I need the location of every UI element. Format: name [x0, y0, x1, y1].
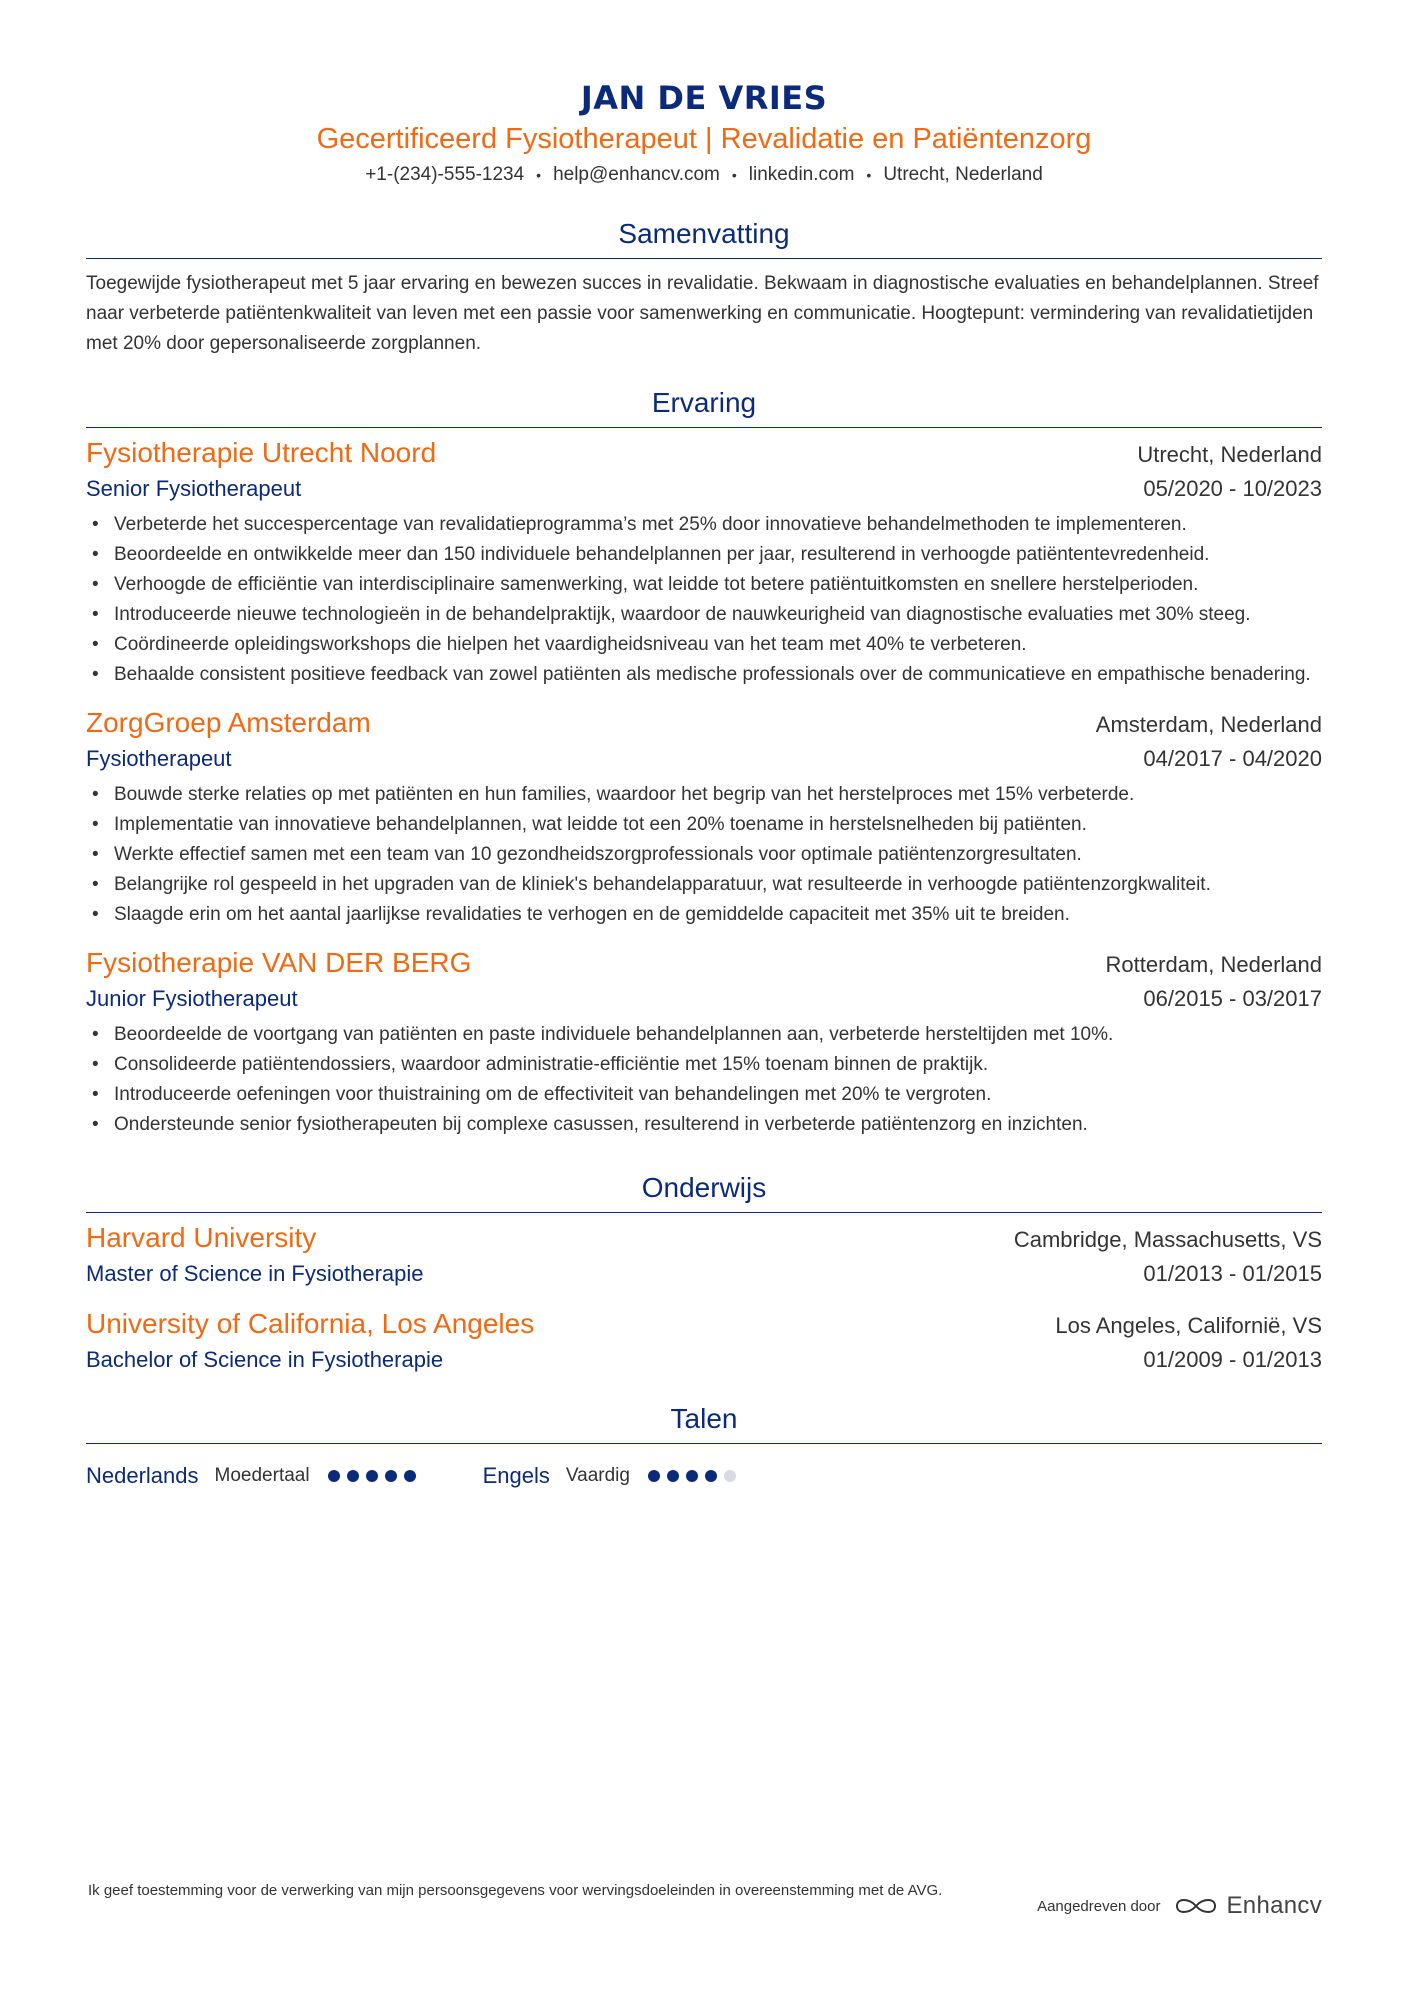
entry-header-row	[86, 944, 1322, 982]
job-dates: 05/2020 - 10/2023	[1143, 476, 1322, 502]
bullet-separator: •	[731, 167, 737, 183]
school-name: University of California, Los Angeles	[86, 1308, 535, 1340]
company-name: Fysiotherapie Utrecht Noord	[86, 437, 437, 469]
contact-email[interactable]: help@enhancv.com	[553, 164, 720, 186]
study-dates: 01/2009 - 01/2013	[1143, 1347, 1322, 1373]
company-location: Rotterdam, Nederland	[1105, 952, 1322, 978]
contact-phone: +1-(234)-555-1234	[365, 164, 525, 186]
enhancv-brand-name: Enhancv	[1226, 1892, 1322, 1919]
achievement-list	[86, 1020, 1322, 1140]
achievement-item: • Implementatie van innovatieve behandelplannen, wat leidde tot een 20% toename in herstelsnelheden bij patiënten.	[114, 810, 1322, 840]
summary-text: Toegewijde fysiotherapeut met 5 jaar ervaring en bewezen succes in revalidatie. Bekwaam in diagnostische evaluaties en behandelplannen. Streef naar verbeterde patiëntenkwaliteit van leven met een passie voor samenwerking en communicatie. Hoogtepunt: vermindering van revalidatietijden met 20% door gepersonaliseerde zorgplannen.	[86, 273, 1319, 355]
rating-dot-filled	[385, 1470, 397, 1482]
powered-by[interactable]	[1037, 1892, 1322, 1920]
resume-page	[86, 0, 1322, 1496]
rating-dot-filled	[686, 1470, 698, 1482]
section-title-summary: Samenvatting	[86, 216, 1322, 259]
entry-role-row	[86, 472, 1322, 506]
experience-list	[86, 434, 1322, 1140]
proficiency-rating	[328, 1470, 423, 1482]
contact-line	[86, 162, 1322, 188]
achievement-list	[86, 780, 1322, 930]
language-item	[483, 1463, 743, 1489]
entry-degree-row	[86, 1257, 1322, 1291]
achievement-item: • Werkte effectief samen met een team van 10 gezondheidszorgprofessionals voor optimale patiëntenzorgresultaten.	[114, 840, 1322, 870]
language-item	[86, 1463, 423, 1489]
experience-entry	[86, 434, 1322, 690]
job-title: Fysiotherapeut	[86, 746, 232, 772]
education-entry	[86, 1305, 1322, 1377]
school-location: Cambridge, Massachusetts, VS	[1013, 1227, 1322, 1253]
section-title-education: Onderwijs	[86, 1170, 1322, 1213]
experience-entry	[86, 704, 1322, 930]
enhancv-logo-icon	[1173, 1894, 1219, 1918]
achievement-item: • Introduceerde nieuwe technologieën in de behandelpraktijk, waardoor de nauwkeurigheid van diagnostische evaluaties met 30% steeg.	[114, 600, 1322, 630]
school-location: Los Angeles, Californië, VS	[1055, 1313, 1322, 1339]
degree-name: Bachelor of Science in Fysiotherapie	[86, 1347, 444, 1373]
rating-dot-filled	[404, 1470, 416, 1482]
company-location: Utrecht, Nederland	[1137, 442, 1322, 468]
languages-list	[86, 1456, 1322, 1496]
language-level: Vaardig	[565, 1465, 630, 1487]
education-section	[86, 1170, 1322, 1377]
school-name: Harvard University	[86, 1222, 317, 1254]
achievement-item: • Ondersteunde senior fysiotherapeuten bij complexe casussen, resulterend in verbeterde patiëntenzorg en inzichten.	[114, 1110, 1322, 1140]
resume-header	[86, 0, 1322, 188]
job-title: Junior Fysiotherapeut	[86, 986, 298, 1012]
rating-dot-filled	[328, 1470, 340, 1482]
powered-by-label: Aangedreven door	[1037, 1897, 1161, 1915]
company-location: Amsterdam, Nederland	[1095, 712, 1322, 738]
education-list	[86, 1219, 1322, 1377]
rating-dot-filled	[705, 1470, 717, 1482]
entry-role-row	[86, 982, 1322, 1016]
entry-header-row	[86, 1219, 1322, 1257]
job-dates: 06/2015 - 03/2017	[1143, 986, 1322, 1012]
rating-dot-filled	[347, 1470, 359, 1482]
language-name: Engels	[482, 1463, 550, 1489]
achievement-item: • Coördineerde opleidingsworkshops die hielpen het vaardigheidsniveau van het team met 40% te verbeteren.	[114, 630, 1322, 660]
achievement-list	[86, 510, 1322, 690]
achievement-item: • Belangrijke rol gespeeld in het upgraden van de kliniek's behandelapparatuur, wat resulteerde in verhoogde patiëntenzorgkwaliteit.	[114, 870, 1322, 900]
job-dates: 04/2017 - 04/2020	[1143, 746, 1322, 772]
entry-degree-row	[86, 1343, 1322, 1377]
contact-linkedin[interactable]: linkedin.com	[748, 164, 855, 186]
job-title: Senior Fysiotherapeut	[86, 476, 302, 502]
entry-header-row	[86, 1305, 1322, 1343]
achievement-item: • Verbeterde het succespercentage van revalidatieprogramma’s met 25% door innovatieve behandelmethoden te implementeren.	[114, 510, 1322, 540]
languages-section	[86, 1401, 1322, 1496]
bullet-separator: •	[866, 167, 872, 183]
rating-dot-empty	[724, 1470, 736, 1482]
experience-entry	[86, 944, 1322, 1140]
entry-header-row	[86, 434, 1322, 472]
experience-section	[86, 385, 1322, 1140]
entry-role-row	[86, 742, 1322, 776]
summary-section	[86, 216, 1322, 359]
rating-dot-filled	[667, 1470, 679, 1482]
achievement-item: • Slaagde erin om het aantal jaarlijkse revalidaties te verhogen en de gemiddelde capaciteit met 35% uit te breiden.	[114, 900, 1322, 930]
footer	[88, 1880, 1322, 1920]
achievement-item: • Beoordeelde de voortgang van patiënten en paste individuele behandelplannen aan, verbeterde hersteltijden met 10%.	[114, 1020, 1322, 1050]
bullet-separator: •	[536, 167, 542, 183]
language-level: Moedertaal	[214, 1465, 310, 1487]
education-entry	[86, 1219, 1322, 1291]
section-title-experience: Ervaring	[86, 385, 1322, 428]
achievement-item: • Consolideerde patiëntendossiers, waardoor administratie-efficiëntie met 15% toenam binnen de praktijk.	[114, 1050, 1322, 1080]
proficiency-rating	[648, 1470, 743, 1482]
achievement-item: • Verhoogde de efficiëntie van interdisciplinaire samenwerking, wat leidde tot betere patiëntuitkomsten en snellere herstelperioden.	[114, 570, 1322, 600]
section-title-languages: Talen	[86, 1401, 1322, 1444]
study-dates: 01/2013 - 01/2015	[1143, 1261, 1322, 1287]
entry-header-row	[86, 704, 1322, 742]
candidate-name: JAN DE VRIES	[580, 79, 828, 117]
candidate-headline: Gecertificeerd Fysiotherapeut | Revalidatie en Patiëntenzorg	[316, 123, 1092, 155]
company-name: ZorgGroep Amsterdam	[86, 707, 371, 739]
contact-location: Utrecht, Nederland	[883, 164, 1043, 186]
language-name: Nederlands	[86, 1463, 199, 1489]
achievement-item: • Beoordeelde en ontwikkelde meer dan 150 individuele behandelplannen per jaar, resulterend in verhoogde patiëntentevredenheid.	[114, 540, 1322, 570]
achievement-item: • Bouwde sterke relaties op met patiënten en hun families, waardoor het begrip van het herstelproces met 15% verbeterde.	[114, 780, 1322, 810]
rating-dot-filled	[648, 1470, 660, 1482]
rating-dot-filled	[366, 1470, 378, 1482]
company-name: Fysiotherapie VAN DER BERG	[86, 947, 472, 979]
degree-name: Master of Science in Fysiotherapie	[86, 1261, 424, 1287]
achievement-item: • Behaalde consistent positieve feedback van zowel patiënten als medische professionals over de communicatieve en empathische benadering.	[114, 660, 1322, 690]
achievement-item: • Introduceerde oefeningen voor thuistraining om de effectiviteit van behandelingen met 20% te vergroten.	[114, 1080, 1322, 1110]
consent-text: Ik geef toestemming voor de verwerking van mijn persoonsgegevens voor wervingsdoeleinden in overeenstemming met de AVG.	[88, 1882, 943, 1899]
